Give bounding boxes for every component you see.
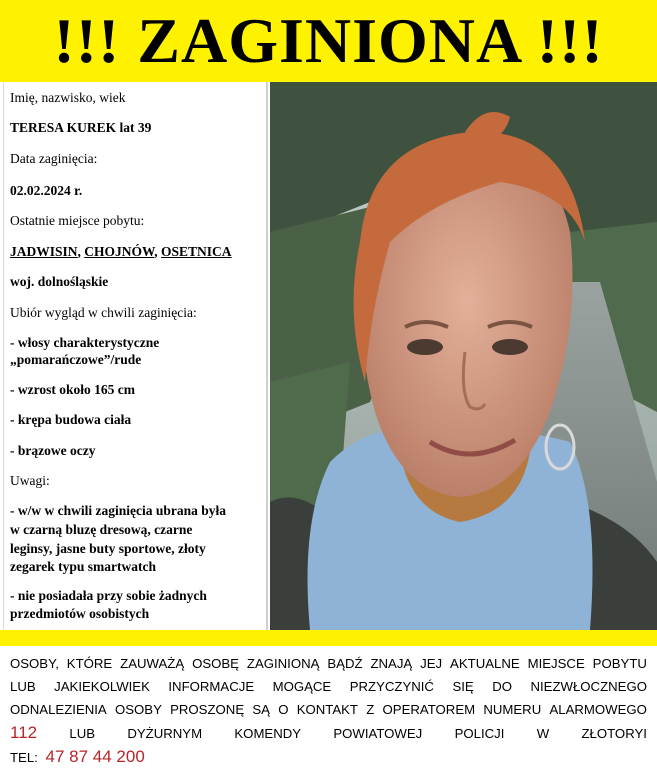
missing-person-photo <box>270 82 657 630</box>
note-1c: leginsy, jasne buty sportowe, złoty <box>10 541 206 556</box>
word: ZAUWAŻĄ <box>120 656 185 671</box>
word: W <box>536 726 550 741</box>
date-value: 02.02.2024 r. <box>10 183 83 198</box>
word: OSOBĘ <box>192 656 239 671</box>
look-build: - krępa budowa ciała <box>10 412 132 427</box>
word: POBYTU <box>592 656 647 671</box>
note-2a: - nie posiadała przy sobie żadnych <box>10 588 207 603</box>
word: OPERATOREM <box>382 702 476 717</box>
phone-label: TEL: <box>10 750 38 765</box>
separator-strip <box>0 630 657 646</box>
word: KTÓRE <box>66 656 113 671</box>
word: SĄ <box>252 702 270 717</box>
note-2b: przedmiotów osobistych <box>10 606 150 621</box>
poster-title: !!! ZAGINIONA !!! <box>53 5 604 76</box>
word: ALARMOWEGO <box>549 702 647 717</box>
word: PROSZONĘ <box>170 702 245 717</box>
word: POWIATOWEJ <box>333 726 423 741</box>
look-label: Ubiór wygląd w chwili zaginięcia: <box>10 305 197 320</box>
phone-line <box>10 744 647 771</box>
word: JEJ <box>420 656 443 671</box>
emergency-number: 112 <box>10 723 38 742</box>
word: DO <box>492 679 512 694</box>
word: SIĘ <box>452 679 474 694</box>
word: LUB <box>69 726 96 741</box>
word: ZNAJĄ <box>370 656 413 671</box>
word: MOGĄCE <box>272 679 332 694</box>
word: BĄDŹ <box>327 656 363 671</box>
name-value: TERESA KUREK lat 39 <box>10 120 152 135</box>
word: DYŻURNYM <box>127 726 203 741</box>
word: NUMERU <box>483 702 542 717</box>
place-jadwisin: JADWISIN <box>10 244 78 259</box>
note-1d: zegarek typu smartwatch <box>10 559 156 574</box>
poster-header <box>0 0 657 82</box>
note-1a: - w/w w chwili zaginięcia ubrana była <box>10 503 227 518</box>
phone-number[interactable]: 47 87 44 200 <box>45 747 145 766</box>
notes-label: Uwagi: <box>10 473 50 488</box>
contact-line-2 <box>10 675 647 698</box>
place-osetnica: OSETNICA <box>161 244 232 259</box>
look-hair-1: - włosy charakterystyczne <box>10 335 160 350</box>
photo-illustration <box>270 82 657 630</box>
note-1b: w czarną bluzę dresową, czarne <box>10 522 193 537</box>
date-label: Data zaginięcia: <box>10 151 98 166</box>
look-height: - wzrost około 165 cm <box>10 382 135 397</box>
word: O <box>278 702 289 717</box>
word: AKTUALNE <box>450 656 520 671</box>
contact-line-3 <box>10 698 647 721</box>
contact-line-1 <box>10 652 647 675</box>
word: OSOBY, <box>10 656 59 671</box>
place-sep: , <box>154 244 162 259</box>
look-eyes: - brązowe oczy <box>10 443 96 458</box>
word: PRZYCZYNIĆ <box>349 679 434 694</box>
word: LUB <box>10 679 36 694</box>
look-hair-2: „pomarańczowe”/rude <box>10 352 142 367</box>
word: INFORMACJE <box>168 679 255 694</box>
word: MIEJSCE <box>527 656 585 671</box>
word: KONTAKT <box>296 702 358 717</box>
place-value <box>10 244 232 260</box>
word: ZŁOTORYI <box>581 726 647 741</box>
name-label: Imię, nazwisko, wiek <box>10 90 126 105</box>
word: NIEZWŁOCZNEGO <box>530 679 647 694</box>
word: ZAGINIONĄ <box>246 656 320 671</box>
place-label: Ostatnie miejsce pobytu: <box>10 213 145 228</box>
place-chojnow: CHOJNÓW <box>84 244 155 259</box>
word: POLICJI <box>454 726 505 741</box>
info-panel <box>3 82 268 630</box>
place-sep: , <box>77 244 85 259</box>
region: woj. dolnośląskie <box>10 274 109 289</box>
word: ODNALEZIENIA <box>10 702 107 717</box>
contact-line-4 <box>10 721 647 744</box>
word: JAKIEKOLWIEK <box>54 679 150 694</box>
word: Z <box>366 702 375 717</box>
word: KOMENDY <box>234 726 302 741</box>
word: OSOBY <box>114 702 162 717</box>
contact-section <box>0 646 657 766</box>
